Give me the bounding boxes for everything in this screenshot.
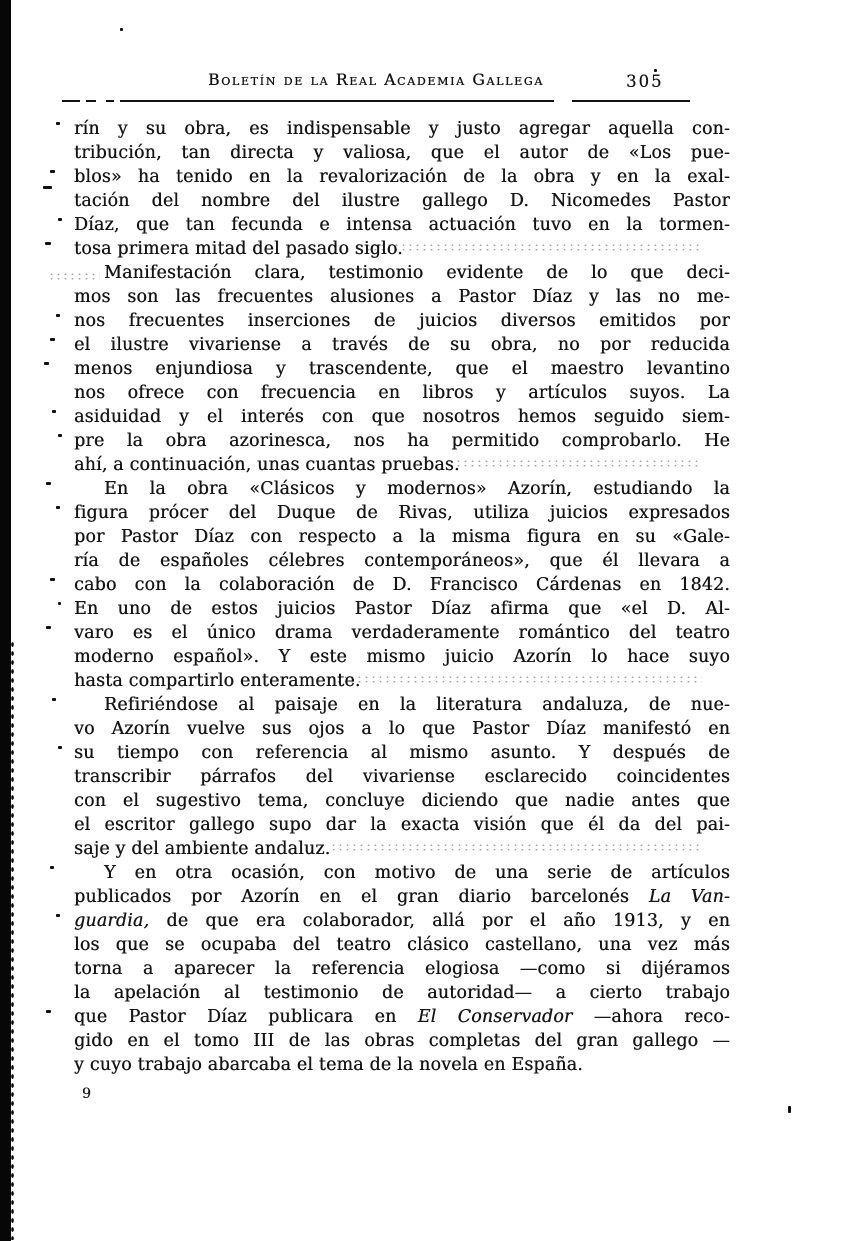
text-line: gido en el tomo III de las obras completas del gran gallego — [74, 1031, 730, 1051]
text-line: asiduidad y el interés con que nosotros hemos seguido siem- [74, 407, 730, 427]
scan-noise [654, 69, 657, 72]
text-line: nos ofrece con frecuencia en libros y artículos suyos. La [74, 383, 730, 403]
text-line: Manifestación clara, testimonio evidente de lo que deci- [104, 263, 730, 283]
text-line: ría de españoles célebres contemporáneos», que él llevara a [74, 551, 730, 571]
scan-noise [58, 602, 61, 605]
scan-noise [45, 242, 51, 245]
text-line: por Pastor Díaz con respecto a la misma figura en su «Gale- [74, 527, 730, 547]
scan-noise [50, 170, 55, 173]
text-line: mos son las frecuentes alusiones a Pastor Díaz y las no me- [74, 287, 730, 307]
scan-noise [58, 218, 62, 221]
scan-noise [120, 28, 123, 31]
scan-noise [455, 459, 702, 468]
body-text [74, 117, 730, 1077]
scan-noise [43, 186, 52, 189]
scan-noise [788, 1106, 791, 1113]
scan-noise [58, 434, 62, 437]
scan-noise [58, 746, 62, 749]
text-line: con el sugestivo tema, concluye diciendo que nadie antes que [74, 791, 730, 811]
text-line: el escritor gallego supo dar la exacta visión que él da del pai- [74, 815, 730, 835]
text-line: hasta compartirlo enteramente. [74, 671, 361, 691]
scan-noise [48, 272, 100, 280]
text-line: cabo con la colaboración de D. Francisco Cárdenas en 1842. [74, 575, 730, 595]
text-line: En uno de estos juicios Pastor Díaz afirma que «el D. Al- [74, 599, 730, 619]
scan-noise [52, 698, 56, 701]
text-line: varo es el único drama verdaderamente romántico del teatro [74, 623, 730, 643]
scan-noise [50, 338, 55, 341]
scan-noise [52, 410, 56, 413]
scan-noise [330, 843, 702, 852]
scan-noise [50, 866, 54, 869]
header-rule [62, 100, 690, 102]
text-line: y cuyo trabajo abarcaba el tema de la novela en España. [74, 1055, 583, 1075]
text-line: los que se ocupaba del teatro clásico castellano, una vez más [74, 935, 730, 955]
text-line: torna a aparecer la referencia elogiosa —como si dijéramos [74, 959, 730, 979]
scan-noise [358, 243, 702, 252]
text-line: tribución, tan directa y valiosa, que el autor de «Los pue- [74, 143, 730, 163]
text-line: saje y del ambiente andaluz. [74, 839, 331, 859]
text-line: Díaz, que tan fecunda e intensa actuación tuvo en la tormen- [74, 215, 730, 235]
text-line: ahí, a continuación, unas cuantas pruebas. [74, 455, 460, 475]
text-line: tosa primera mitad del pasado siglo. [74, 239, 403, 259]
scan-noise [56, 314, 60, 317]
scan-noise [56, 506, 60, 509]
scan-binding-edge [0, 0, 11, 1241]
scan-noise [56, 914, 60, 917]
text-line: figura prócer del Duque de Rivas, utiliza juicios expresados [74, 503, 730, 523]
text-line: el ilustre vivariense a través de su obra, no por reducida [74, 335, 730, 355]
journal-title: Boletín de la Real Academia Gallega [208, 71, 544, 89]
text-line: vo Azorín vuelve sus ojos a lo que Pastor Díaz manifestó en [74, 719, 730, 739]
text-line: la apelación al testimonio de autoridad— a cierto trabajo [74, 983, 730, 1003]
text-line: rín y su obra, es indispensable y justo agregar aquella con- [74, 119, 730, 139]
text-line: moderno español». Y este mismo juicio Azorín lo hace suyo [74, 647, 730, 667]
text-line: pre la obra azorinesca, nos ha permitido comprobarlo. He [74, 431, 730, 451]
page-number: 305 [626, 72, 664, 91]
text-line: transcribir párrafos del vivariense esclarecido coincidentes [74, 767, 730, 787]
scan-noise [46, 1010, 51, 1013]
scan-noise [46, 482, 51, 485]
text-line: menos enjundiosa y trascendente, que el maestro levantino [74, 359, 730, 379]
scan-noise [46, 626, 51, 629]
text-line: nos frecuentes inserciones de juicios diversos emitidos por [74, 311, 730, 331]
text-line: guardia, de que era colaborador, allá por el año 1913, y en [74, 911, 730, 931]
scan-noise [56, 122, 60, 125]
text-line: Refiriéndose al paisaje en la literatura andaluza, de nue- [104, 695, 730, 715]
text-line: blos» ha tenido en la revalorización de la obra y en la exal- [74, 167, 730, 187]
text-line: publicados por Azorín en el gran diario barcelonés La Van- [74, 887, 730, 907]
text-line: Y en otra ocasión, con motivo de una serie de artículos [104, 863, 730, 883]
text-line: tación del nombre del ilustre gallego D. Nicomedes Pastor [74, 191, 730, 211]
signature-mark: 9 [82, 1086, 91, 1102]
text-line: su tiempo con referencia al mismo asunto. Y después de [74, 743, 730, 763]
scan-noise [335, 675, 702, 684]
text-line: En la obra «Clásicos y modernos» Azorín, estudiando la [104, 479, 730, 499]
text-line: que Pastor Díaz publicara en El Conservador —ahora reco- [74, 1007, 730, 1027]
scan-noise [44, 362, 49, 365]
scan-noise [50, 578, 55, 581]
